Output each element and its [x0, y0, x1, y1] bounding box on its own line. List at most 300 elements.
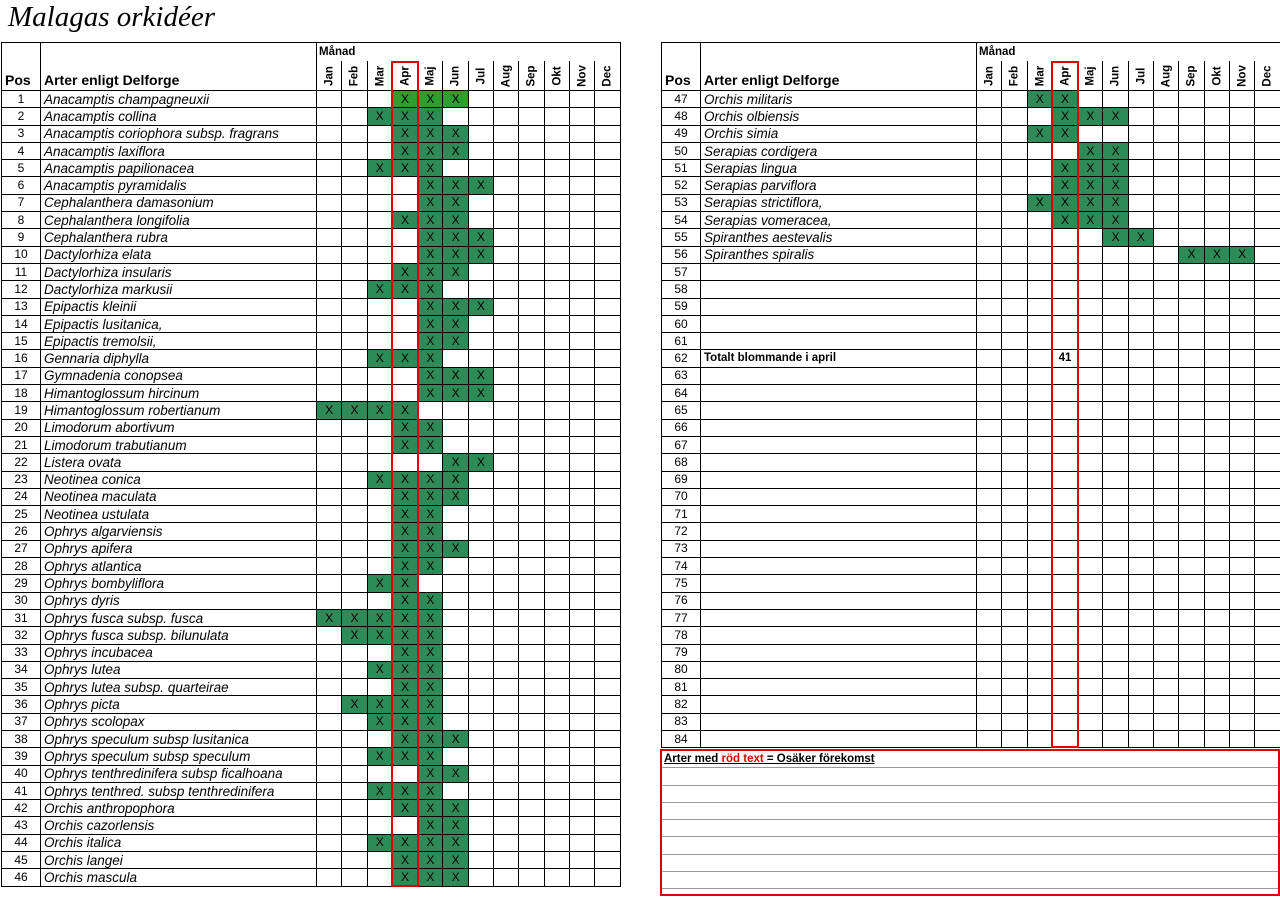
bloom-cell: X	[392, 679, 417, 696]
row-pos: 76	[662, 592, 701, 609]
species-name: Serapias strictiflora,	[701, 194, 977, 211]
species-name: Ophrys speculum subsp speculum	[41, 748, 317, 765]
month-cell	[1154, 385, 1179, 402]
month-cell	[468, 540, 493, 557]
month-cell	[1103, 679, 1128, 696]
month-header-jan	[317, 61, 342, 91]
species-name: Limodorum abortivum	[41, 419, 317, 436]
month-cell	[1027, 506, 1052, 523]
month-cell	[1002, 506, 1027, 523]
table-row	[2, 869, 621, 886]
month-cell	[1255, 436, 1280, 453]
bloom-cell: X	[1027, 91, 1052, 108]
month-cell	[443, 627, 468, 644]
species-name	[701, 506, 977, 523]
month-cell	[569, 540, 594, 557]
month-cell	[1179, 177, 1204, 194]
month-header-aug	[1154, 61, 1179, 91]
month-cell	[544, 108, 569, 125]
month-cell	[977, 592, 1002, 609]
table-row	[662, 281, 1280, 298]
month-cell	[1179, 696, 1204, 713]
month-cell	[544, 627, 569, 644]
bloom-cell: X	[1052, 212, 1077, 229]
species-name	[701, 609, 977, 626]
species-name	[701, 419, 977, 436]
month-cell	[977, 385, 1002, 402]
month-cell	[977, 454, 1002, 471]
month-cell	[1027, 246, 1052, 263]
species-header: Arter enligt Delforge	[701, 61, 977, 91]
month-cell	[367, 177, 392, 194]
month-cell	[1255, 125, 1280, 142]
month-cell	[569, 644, 594, 661]
month-cell	[977, 436, 1002, 453]
table-row	[2, 142, 621, 159]
month-cell	[1078, 229, 1103, 246]
month-cell	[1154, 436, 1179, 453]
bloom-cell: X	[468, 298, 493, 315]
bloom-cell: X	[418, 125, 443, 142]
month-cell	[1027, 263, 1052, 280]
month-cell	[468, 125, 493, 142]
month-cell	[1255, 454, 1280, 471]
month-cell	[1027, 558, 1052, 575]
month-header-maj	[418, 61, 443, 91]
table-row	[2, 246, 621, 263]
table-row	[2, 471, 621, 488]
month-cell	[569, 91, 594, 108]
bloom-cell: X	[418, 609, 443, 626]
month-cell	[569, 125, 594, 142]
month-cell	[1027, 350, 1052, 367]
month-label: Mar	[374, 65, 387, 86]
month-cell	[1179, 333, 1204, 350]
month-cell	[544, 506, 569, 523]
species-name: Himantoglossum hircinum	[41, 385, 317, 402]
bloom-cell: X	[392, 869, 417, 886]
month-header-mar	[1027, 61, 1052, 91]
month-cell	[317, 367, 342, 384]
month-cell	[1128, 367, 1153, 384]
species-name: Orchis italica	[41, 834, 317, 851]
month-cell	[494, 142, 519, 159]
month-label: Maj	[424, 65, 437, 86]
month-cell	[569, 800, 594, 817]
month-cell	[519, 91, 544, 108]
row-pos: 54	[662, 212, 701, 229]
table-row	[2, 679, 621, 696]
month-cell	[342, 834, 367, 851]
month-cell	[1255, 592, 1280, 609]
month-cell	[1229, 471, 1254, 488]
month-cell	[1103, 523, 1128, 540]
month-cell	[544, 575, 569, 592]
month-cell	[544, 263, 569, 280]
month-cell	[342, 281, 367, 298]
bloom-cell: X	[367, 402, 392, 419]
bloom-cell: X	[367, 748, 392, 765]
row-pos: 10	[2, 246, 41, 263]
month-cell	[1255, 696, 1280, 713]
month-cell	[1027, 488, 1052, 505]
month-cell	[342, 298, 367, 315]
month-label: Okt	[551, 65, 564, 86]
bloom-cell: X	[1027, 125, 1052, 142]
table-row	[662, 609, 1280, 626]
row-pos: 53	[662, 194, 701, 211]
month-cell	[1255, 91, 1280, 108]
month-cell	[1255, 385, 1280, 402]
month-cell	[1204, 315, 1229, 332]
month-cell	[519, 609, 544, 626]
bloom-cell: X	[418, 592, 443, 609]
table-row	[2, 333, 621, 350]
month-cell	[494, 575, 519, 592]
pos-header-top	[2, 43, 41, 62]
bloom-cell: X	[418, 229, 443, 246]
table-row	[2, 730, 621, 747]
month-cell	[1128, 506, 1153, 523]
month-cell	[1229, 212, 1254, 229]
month-cell	[1204, 436, 1229, 453]
month-cell	[494, 609, 519, 626]
month-cell	[317, 160, 342, 177]
month-cell	[1078, 333, 1103, 350]
month-label: Dec	[1261, 64, 1274, 87]
row-pos: 21	[2, 436, 41, 453]
month-cell	[1204, 558, 1229, 575]
month-cell	[418, 402, 443, 419]
month-label: Apr	[1059, 65, 1072, 86]
species-name: Limodorum trabutianum	[41, 436, 317, 453]
month-cell	[595, 592, 620, 609]
month-cell	[1179, 160, 1204, 177]
month-cell	[468, 263, 493, 280]
bloom-cell: X	[443, 454, 468, 471]
legend-line	[662, 803, 1278, 820]
row-pos: 9	[2, 229, 41, 246]
month-cell	[519, 540, 544, 557]
legend-line	[662, 786, 1278, 803]
month-cell	[1154, 540, 1179, 557]
month-cell	[595, 367, 620, 384]
table-row	[662, 627, 1280, 644]
table-row	[662, 263, 1280, 280]
month-cell	[494, 419, 519, 436]
month-cell	[569, 385, 594, 402]
month-cell	[317, 523, 342, 540]
month-cell	[1154, 263, 1179, 280]
month-cell	[367, 679, 392, 696]
legend-line	[662, 820, 1278, 837]
month-cell	[1204, 575, 1229, 592]
bloom-cell: X	[418, 91, 443, 108]
month-cell	[1179, 402, 1204, 419]
bloom-cell: X	[392, 506, 417, 523]
table-row	[2, 713, 621, 730]
month-cell	[1154, 627, 1179, 644]
month-label: Jul	[475, 67, 488, 84]
month-cell	[342, 125, 367, 142]
species-header: Arter enligt Delforge	[41, 61, 317, 91]
table-row	[2, 263, 621, 280]
month-header-dec	[1255, 61, 1280, 91]
month-cell	[1052, 263, 1077, 280]
row-pos: 23	[2, 471, 41, 488]
month-cell	[317, 800, 342, 817]
month-cell	[1128, 142, 1153, 159]
month-cell	[1255, 575, 1280, 592]
month-cell	[494, 661, 519, 678]
bloom-cell: X	[1179, 246, 1204, 263]
bloom-cell: X	[418, 419, 443, 436]
month-cell	[977, 229, 1002, 246]
bloom-cell: X	[367, 713, 392, 730]
month-label: Maj	[1084, 65, 1097, 86]
month-cell	[367, 436, 392, 453]
species-name: Ophrys picta	[41, 696, 317, 713]
species-name: Spiranthes aestevalis	[701, 229, 977, 246]
month-cell	[392, 817, 417, 834]
species-name	[701, 436, 977, 453]
month-cell	[317, 661, 342, 678]
bloom-cell: X	[418, 177, 443, 194]
row-pos: 58	[662, 281, 701, 298]
month-cell	[519, 506, 544, 523]
month-cell	[544, 765, 569, 782]
month-cell	[1128, 108, 1153, 125]
month-cell	[494, 194, 519, 211]
month-cell	[342, 869, 367, 886]
month-cell	[317, 592, 342, 609]
month-cell	[418, 454, 443, 471]
bloom-cell: X	[392, 108, 417, 125]
bloom-cell: X	[418, 782, 443, 799]
bloom-cell: X	[418, 817, 443, 834]
month-cell	[595, 419, 620, 436]
bloom-cell: X	[418, 506, 443, 523]
month-cell	[1103, 627, 1128, 644]
month-cell	[544, 592, 569, 609]
month-cell	[317, 540, 342, 557]
month-cell	[1027, 575, 1052, 592]
month-header-maj	[1078, 61, 1103, 91]
month-cell	[443, 782, 468, 799]
month-cell	[595, 436, 620, 453]
month-cell	[1255, 644, 1280, 661]
row-pos: 14	[2, 315, 41, 332]
month-cell	[1128, 609, 1153, 626]
bloom-cell: X	[392, 644, 417, 661]
month-cell	[1027, 229, 1052, 246]
month-cell	[1103, 454, 1128, 471]
month-cell	[569, 108, 594, 125]
bloom-cell: X	[443, 852, 468, 869]
month-cell	[494, 246, 519, 263]
row-pos: 39	[2, 748, 41, 765]
month-cell	[977, 419, 1002, 436]
table-row	[2, 696, 621, 713]
row-pos: 31	[2, 609, 41, 626]
month-cell	[519, 661, 544, 678]
month-cell	[1128, 281, 1153, 298]
table-row	[662, 142, 1280, 159]
month-cell	[1229, 229, 1254, 246]
species-name	[701, 385, 977, 402]
month-cell	[367, 91, 392, 108]
month-cell	[317, 281, 342, 298]
month-cell	[494, 436, 519, 453]
month-cell	[1027, 627, 1052, 644]
month-cell	[418, 575, 443, 592]
bloom-cell: X	[342, 627, 367, 644]
month-cell	[595, 350, 620, 367]
month-cell	[1229, 419, 1254, 436]
month-cell	[1103, 436, 1128, 453]
month-cell	[977, 350, 1002, 367]
bloom-cell: X	[418, 627, 443, 644]
table-row	[2, 523, 621, 540]
bloom-cell: X	[367, 160, 392, 177]
month-cell	[317, 748, 342, 765]
month-cell	[1255, 627, 1280, 644]
month-cell	[977, 713, 1002, 730]
month-cell	[494, 160, 519, 177]
month-label: Mar	[1034, 65, 1047, 86]
species-name: Ophrys lutea	[41, 661, 317, 678]
month-cell	[595, 142, 620, 159]
species-name	[701, 575, 977, 592]
legend-suffix: = Osäker förekomst	[763, 753, 875, 765]
month-cell	[1128, 713, 1153, 730]
month-label: Sep	[525, 64, 538, 87]
month-cell	[569, 281, 594, 298]
month-cell	[977, 609, 1002, 626]
month-cell	[1027, 298, 1052, 315]
month-cell	[1128, 263, 1153, 280]
month-cell	[1052, 679, 1077, 696]
month-cell	[1002, 160, 1027, 177]
month-cell	[1179, 471, 1204, 488]
month-cell	[317, 869, 342, 886]
month-cell	[494, 817, 519, 834]
bloom-cell: X	[1103, 108, 1128, 125]
month-cell	[1154, 246, 1179, 263]
bloom-cell: X	[1052, 125, 1077, 142]
month-cell	[1204, 696, 1229, 713]
species-name: Dactylorhiza insularis	[41, 263, 317, 280]
month-cell	[468, 748, 493, 765]
species-name	[701, 730, 977, 747]
table-row	[662, 471, 1280, 488]
month-cell	[1128, 488, 1153, 505]
month-cell	[494, 869, 519, 886]
month-cell	[1204, 730, 1229, 747]
month-cell	[1027, 644, 1052, 661]
month-cell	[519, 817, 544, 834]
month-cell	[494, 679, 519, 696]
row-pos: 71	[662, 506, 701, 523]
table-row	[662, 454, 1280, 471]
month-cell	[443, 436, 468, 453]
bloom-cell: X	[367, 609, 392, 626]
month-cell	[1052, 713, 1077, 730]
month-cell	[1229, 506, 1254, 523]
month-cell	[1103, 575, 1128, 592]
bloom-cell: X	[443, 125, 468, 142]
month-label: Aug	[1160, 64, 1173, 87]
month-cell	[1128, 575, 1153, 592]
row-pos: 66	[662, 419, 701, 436]
month-cell	[392, 367, 417, 384]
month-cell	[1229, 108, 1254, 125]
month-cell	[468, 834, 493, 851]
bloom-cell: X	[367, 108, 392, 125]
month-cell	[1204, 644, 1229, 661]
row-pos: 15	[2, 333, 41, 350]
table-row	[662, 696, 1280, 713]
month-cell	[367, 817, 392, 834]
month-cell	[1179, 609, 1204, 626]
month-cell	[1154, 298, 1179, 315]
month-cell	[595, 454, 620, 471]
species-name	[701, 627, 977, 644]
month-cell	[367, 212, 392, 229]
month-cell	[595, 229, 620, 246]
month-cell	[519, 592, 544, 609]
month-cell	[1204, 281, 1229, 298]
month-cell	[1179, 540, 1204, 557]
bloom-cell: X	[418, 730, 443, 747]
bloom-cell: X	[1078, 160, 1103, 177]
month-cell	[1204, 177, 1229, 194]
bloom-cell: X	[392, 800, 417, 817]
bloom-cell: X	[443, 177, 468, 194]
table-row	[662, 402, 1280, 419]
month-cell	[494, 212, 519, 229]
month-cell	[1154, 367, 1179, 384]
month-cell	[1027, 679, 1052, 696]
month-header-mar	[367, 61, 392, 91]
month-cell	[569, 142, 594, 159]
month-cell	[317, 679, 342, 696]
month-cell	[1027, 592, 1052, 609]
month-cell	[443, 609, 468, 626]
species-name: Epipactis kleinii	[41, 298, 317, 315]
bloom-cell: X	[342, 609, 367, 626]
month-cell	[1078, 679, 1103, 696]
species-name	[701, 558, 977, 575]
month-cell	[544, 748, 569, 765]
bloom-cell: X	[392, 488, 417, 505]
month-cell	[595, 869, 620, 886]
bloom-cell: X	[443, 142, 468, 159]
month-cell	[367, 263, 392, 280]
bloom-cell: X	[443, 367, 468, 384]
month-cell	[1128, 471, 1153, 488]
species-name	[701, 402, 977, 419]
month-cell	[544, 782, 569, 799]
month-cell	[519, 142, 544, 159]
month-cell	[1179, 488, 1204, 505]
table-row	[2, 281, 621, 298]
month-cell	[1229, 142, 1254, 159]
row-pos: 22	[2, 454, 41, 471]
month-cell	[342, 385, 367, 402]
month-cell	[342, 315, 367, 332]
month-cell	[1103, 367, 1128, 384]
